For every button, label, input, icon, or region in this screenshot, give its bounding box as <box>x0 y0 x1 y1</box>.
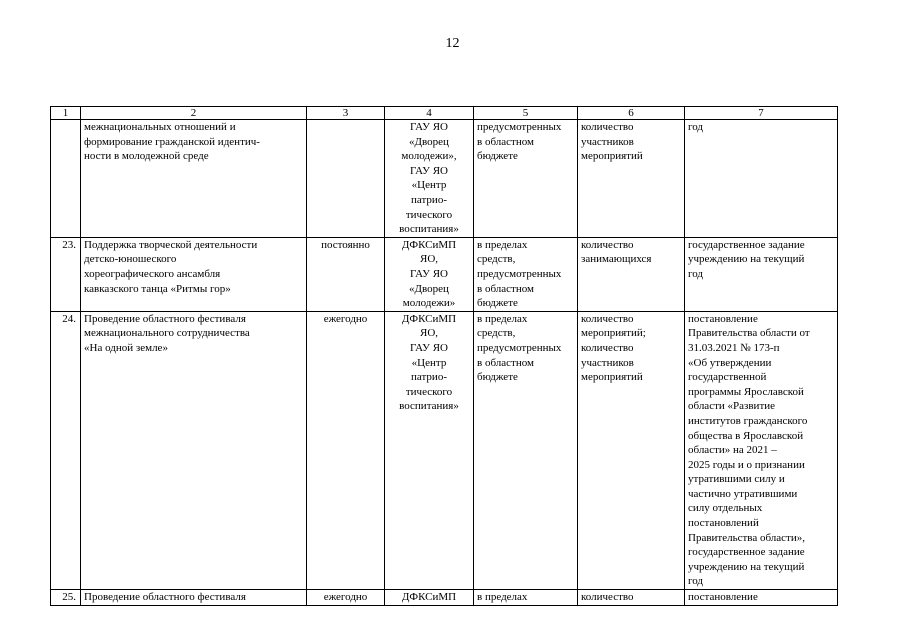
funding-source-line: в пределах <box>477 238 528 251</box>
executor-line: патрио- <box>411 371 447 384</box>
executor-cell <box>385 237 474 311</box>
period-cell <box>307 590 385 606</box>
table-row <box>51 590 838 606</box>
basis-line: частично утратившими <box>688 487 798 500</box>
executor-line: ГАУ ЯО <box>410 267 448 280</box>
basis-line: 31.03.2021 № 173-п <box>688 341 780 354</box>
basis-cell <box>685 590 838 606</box>
basis-line: государственное задание <box>688 238 805 251</box>
basis-line: постановлений <box>688 517 759 530</box>
executor-cell <box>385 311 474 589</box>
basis-line: 2025 годы и о признании <box>688 458 805 471</box>
funding-source-line: в областном <box>477 135 534 148</box>
period-cell <box>307 237 385 311</box>
funding-source-line: бюджете <box>477 371 518 384</box>
indicator-line: участников <box>581 135 634 148</box>
measure-name-line: формирование гражданской идентич- <box>84 135 260 148</box>
executor-line: патрио- <box>411 193 447 206</box>
indicator-line: количество <box>581 238 634 251</box>
executor-line: «Центр <box>411 179 447 192</box>
basis-line: учреждению на текущий <box>688 253 805 266</box>
column-number: 4 <box>385 107 474 120</box>
basis-line: постановление <box>688 591 758 604</box>
basis-line: общества в Ярославской <box>688 429 804 442</box>
basis-line: Правительства области», <box>688 531 805 544</box>
measure-name-cell <box>81 311 307 589</box>
executor-line: «Дворец <box>409 282 449 295</box>
indicator-line: количество <box>581 312 634 325</box>
indicator-line: занимающихся <box>581 253 652 266</box>
indicator-line: количество <box>581 341 634 354</box>
funding-source-line: бюджете <box>477 297 518 310</box>
measure-name-line: ности в молодежной среде <box>84 150 209 163</box>
measure-name-line: Проведение областного фестиваля <box>84 312 246 325</box>
row-number-cell <box>51 311 81 589</box>
basis-line: институтов гражданского <box>688 414 808 427</box>
executor-line: «Центр <box>411 356 447 369</box>
column-number: 1 <box>51 107 81 120</box>
table-row <box>51 120 838 238</box>
row-number-cell <box>51 120 81 238</box>
executor-line: ГАУ ЯО <box>410 341 448 354</box>
executor-line: ЯО, <box>419 327 439 340</box>
measure-name-line: межнационального сотрудничества <box>84 327 250 340</box>
funding-source-line: в пределах <box>477 312 528 325</box>
indicator-line: мероприятий; <box>581 327 646 340</box>
measure-name-cell <box>81 120 307 238</box>
executor-line: ДФКСиМП <box>401 312 457 325</box>
page-number: 12 <box>445 36 460 51</box>
funding-source-line: бюджете <box>477 150 518 163</box>
table-row <box>51 237 838 311</box>
measure-name-cell <box>81 590 307 606</box>
funding-source-line: в пределах <box>477 591 528 604</box>
basis-line: области «Развитие <box>688 400 776 413</box>
period: ежегодно <box>323 312 368 325</box>
period-cell <box>307 311 385 589</box>
funding-source-cell <box>474 311 578 589</box>
funding-source-cell <box>474 120 578 238</box>
indicator-cell <box>578 237 685 311</box>
indicator-cell <box>578 590 685 606</box>
funding-source-line: предусмотренных <box>477 341 562 354</box>
basis-cell <box>685 237 838 311</box>
row-number-cell <box>51 590 81 606</box>
indicator-cell <box>578 311 685 589</box>
basis-line: «Об утверждении <box>688 356 772 369</box>
row-number-cell <box>51 237 81 311</box>
funding-source-line: предусмотренных <box>477 267 562 280</box>
funding-source-cell <box>474 237 578 311</box>
measure-name-line: Проведение областного фестиваля <box>84 591 246 604</box>
indicator-cell <box>578 120 685 238</box>
funding-source-cell <box>474 590 578 606</box>
period: постоянно <box>321 238 370 251</box>
measure-name-line: Поддержка творческой деятельности <box>84 238 258 251</box>
measure-name-line: хореографического ансамбля <box>84 267 221 280</box>
column-number: 3 <box>307 107 385 120</box>
basis-cell <box>685 120 838 238</box>
measure-name-line: кавказского танца «Ритмы гор» <box>84 282 231 295</box>
executor-line: воспитания» <box>399 223 459 236</box>
column-number: 2 <box>81 107 307 120</box>
executor-line: тического <box>405 208 453 221</box>
funding-source-line: средств, <box>477 253 516 266</box>
measures-table <box>50 106 838 606</box>
row-number: 25. <box>62 591 76 604</box>
executor-line: ДФКСиМП <box>401 238 457 251</box>
measure-name-cell <box>81 237 307 311</box>
measure-name-line: «На одной земле» <box>84 341 168 354</box>
period-cell <box>307 120 385 238</box>
executor-line: ГАУ ЯО <box>410 121 448 133</box>
executor-line: тического <box>405 385 453 398</box>
funding-source-line: предусмотренных <box>477 121 562 133</box>
basis-line: утратившими силу и <box>688 473 785 486</box>
basis-line: год <box>688 267 704 280</box>
period: ежегодно <box>323 591 368 604</box>
basis-line: программы Ярославской <box>688 385 804 398</box>
measure-name-line: межнациональных отношений и <box>84 121 236 133</box>
column-number: 5 <box>474 107 578 120</box>
executor-line: «Дворец <box>409 135 449 148</box>
funding-source-line: в областном <box>477 356 534 369</box>
basis-line: государственное задание <box>688 546 805 559</box>
measure-name-line: детско-юношеского <box>84 253 177 266</box>
funding-source-line: средств, <box>477 327 516 340</box>
indicator-line: участников <box>581 356 634 369</box>
basis-line: год <box>688 121 704 133</box>
basis-line: учреждению на текущий <box>688 560 805 573</box>
indicator-line: мероприятий <box>581 150 643 163</box>
basis-line: области» на 2021 – <box>688 444 777 457</box>
row-number: 24. <box>62 312 76 325</box>
row-number: 23. <box>62 238 76 251</box>
basis-line: Правительства области от <box>688 327 810 340</box>
column-number: 6 <box>578 107 685 120</box>
executor-line: ДФКСиМП <box>401 591 457 604</box>
executor-line: ЯО, <box>419 253 439 266</box>
indicator-line: количество <box>581 121 634 133</box>
executor-line: ГАУ ЯО <box>410 164 448 177</box>
basis-cell <box>685 311 838 589</box>
executor-cell <box>385 120 474 238</box>
basis-line: год <box>688 575 704 588</box>
basis-line: государственной <box>688 371 767 384</box>
funding-source-line: в областном <box>477 282 534 295</box>
column-number-row <box>51 107 838 120</box>
indicator-line: количество <box>581 591 634 604</box>
executor-cell <box>385 590 474 606</box>
column-number: 7 <box>685 107 838 120</box>
executor-line: молодежи», <box>401 150 457 163</box>
basis-line: постановление <box>688 312 758 325</box>
indicator-line: мероприятий <box>581 371 643 384</box>
basis-line: силу отдельных <box>688 502 763 515</box>
table-row <box>51 311 838 589</box>
executor-line: воспитания» <box>399 400 459 413</box>
executor-line: молодежи» <box>402 297 456 310</box>
